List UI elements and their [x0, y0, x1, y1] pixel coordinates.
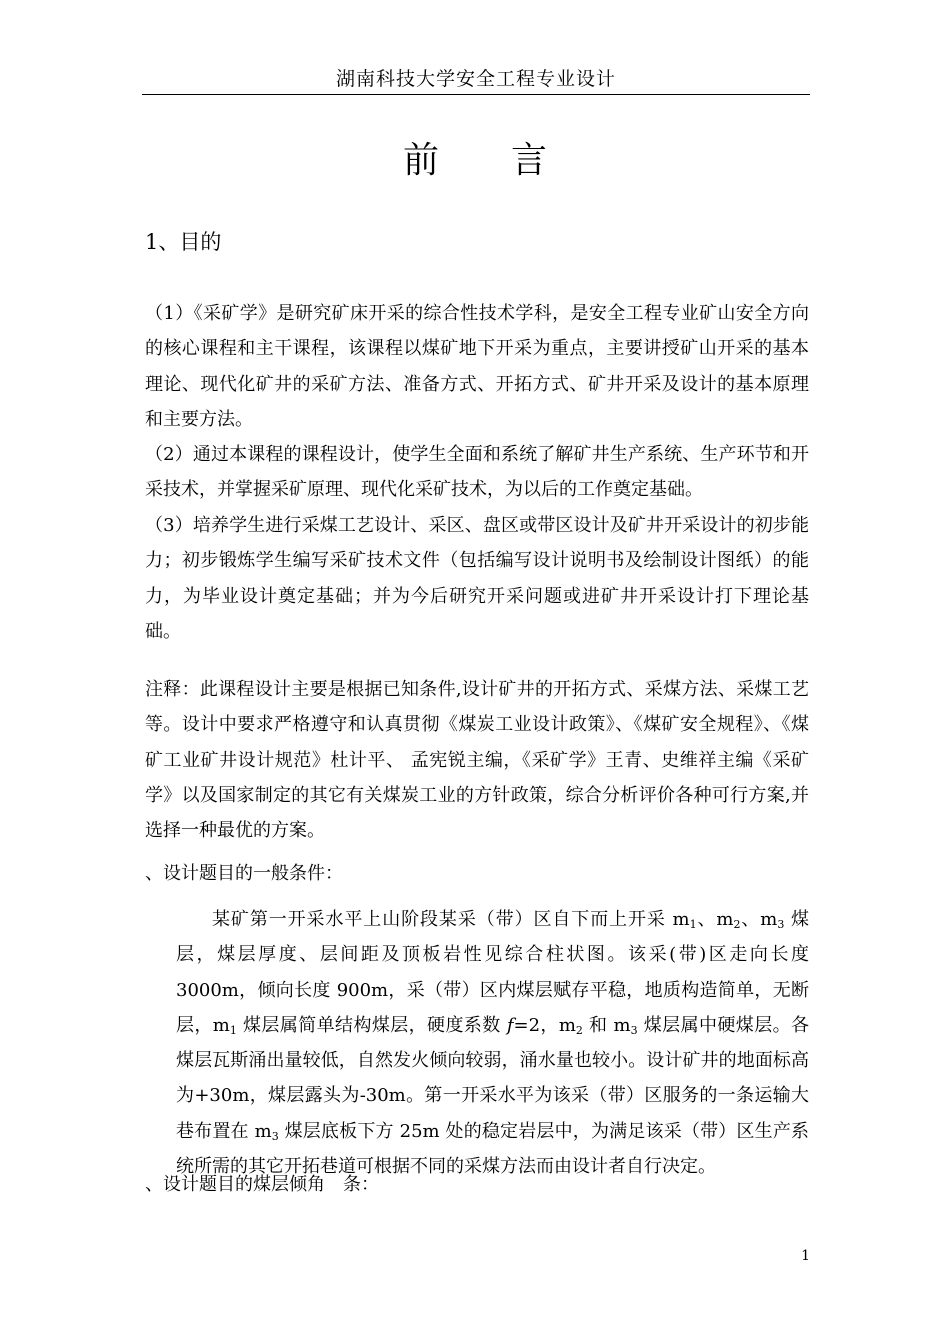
paragraph-2: （2）通过本课程的课程设计，使学生全面和系统了解矿井生产系统、生产环节和开采技术，并掌握采矿原理、现代化采矿技术，为以后的工作奠定基础。	[145, 444, 809, 501]
cond-sub-3: 3	[777, 918, 785, 931]
cond-text-c: 、m	[740, 909, 778, 930]
cond-sub-2: 2	[733, 918, 741, 931]
cond-text-f: =2，m	[513, 1014, 576, 1036]
cond-text-a: 某矿第一开采水平上山阶段某采（带）区自下而上开采 m	[212, 909, 690, 930]
cond-text-e: 煤层属简单结构煤层，硬度系数	[236, 1014, 507, 1036]
cond-sub-6: 3	[630, 1023, 638, 1037]
list-item-general-conditions: 、设计题目的一般条件：	[145, 863, 343, 884]
cond-sub-5: 2	[575, 1023, 583, 1037]
cond-var-f: f	[506, 1014, 514, 1036]
cond-text-b: 、m	[696, 909, 734, 930]
page-number: 1	[801, 1248, 810, 1264]
title-char-2: 言	[511, 140, 548, 181]
cond-sub-1: 1	[689, 918, 697, 931]
cond-text-g: 和 m	[582, 1014, 631, 1036]
cond-text-i: 煤层底板下方 25m 处的稳定岩层中，为满足该采（带）区生产系统所需的其它开拓巷道可根据不同的采煤方法而由设计者自行决定。	[176, 1120, 809, 1178]
paragraph-note: 注释：此课程设计主要是根据已知条件,设计矿井的开拓方式、采煤方法、采煤工艺等。设计中要求严格遵守和认真贯彻《煤炭工业设计政策》、《煤矿安全规程》、《煤矿工业矿井设计规范》杜计平、 孟宪锐主编，《采矿学》王青、史维祥主编《采矿学》以及国家制定的其它有关煤炭工业的方针政策，综合分析评价各种可行方案,并选择一种最优的方案。	[145, 679, 809, 842]
cond-sub-7: 3	[271, 1129, 279, 1143]
paragraph-conditions	[176, 902, 809, 1184]
page-title	[0, 132, 950, 183]
list-item-seam-dip: 、设计题目的煤层倾角 条：	[145, 1174, 379, 1195]
cond-text-d: 煤层，煤层厚度、层间距及顶板岩性见综合柱状图。该采(带)区走向长度 3000m，倾向长度 900m，采（带）区内煤层赋存平稳，地质构造简单，无断层，m	[176, 909, 809, 1036]
section-heading: 1、目的	[145, 230, 222, 254]
title-char-1: 前	[402, 140, 439, 181]
paragraph-1: （1）《采矿学》是研究矿床开采的综合性技术学科，是安全工程专业矿山安全方向的核心课程和主干课程，该课程以煤矿地下开采为重点，主要讲授矿山开采的基本理论、现代化矿井的采矿方法、准备方式、开拓方式、矿井开采及设计的基本原理和主要方法。	[145, 303, 809, 430]
paragraph-3: （3）培养学生进行采煤工艺设计、采区、盘区或带区设计及矿井开采设计的初步能力；初步锻炼学生编写采矿技术文件（包括编写设计说明书及绘制设计图纸）的能力，为毕业设计奠定基础；并为今后研究开采问题或进矿井开采设计打下理论基础。	[145, 515, 809, 642]
cond-sub-4: 1	[229, 1023, 237, 1037]
cond-text-h: 煤层属中硬煤层。各煤层瓦斯涌出量较低，自然发火倾向较弱，涌水量也较小。设计矿井的地面标高为+30m，煤层露头为-30m。第一开采水平为该采（带）区服务的一条运输大巷布置在 m	[176, 1014, 810, 1142]
header-rule	[142, 94, 810, 95]
running-header: 湖南科技大学安全工程专业设计	[335, 68, 616, 90]
